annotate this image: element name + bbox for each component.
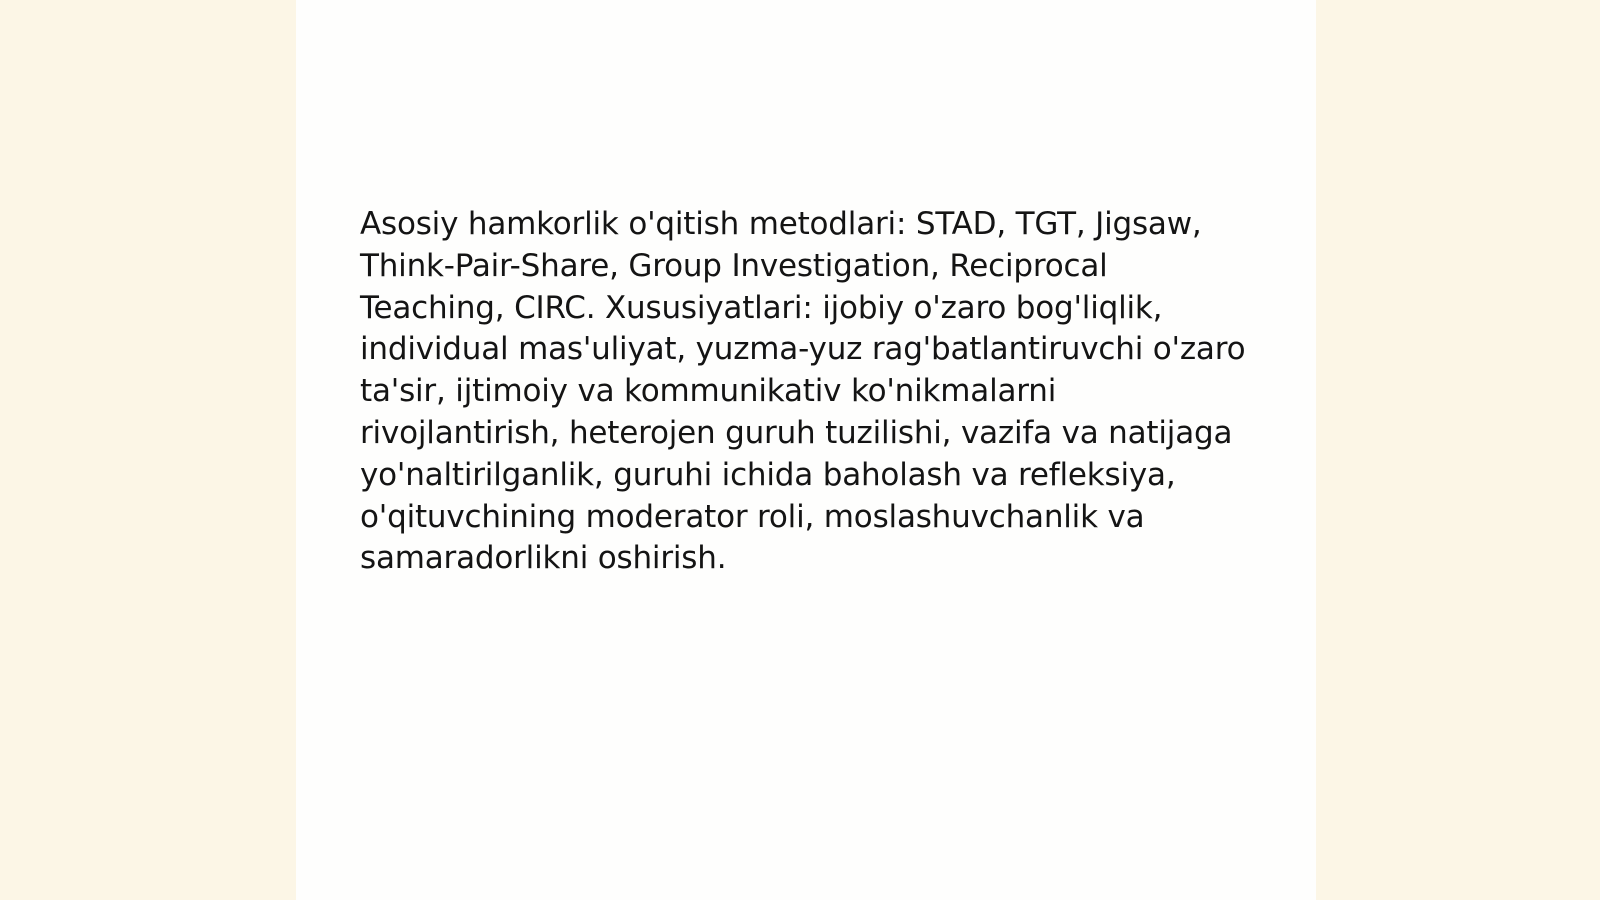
body-paragraph: Asosiy hamkorlik o'qitish metodlari: STAD, TGT, Jigsaw, Think-Pair-Share, Group Investigation, Reciprocal Teaching, CIRC. Xususiyatlari: ijobiy o'zaro bog'liqlik, individual mas'uliyat, yuzma-yuz rag'batlantiruvchi o'zaro ta'sir, ijtimoiy va kommunikativ ko'nikmalarni rivojlantirish, heterojen guruh tuzilishi, vazifa va natijaga yo'naltirilganlik, guruhi ichida baholash va refleksiya, o'qituvchining moderator roli, moslashuvchanlik va samaradorlikni oshirish.: [360, 206, 1246, 577]
document-page: [296, 0, 1316, 900]
